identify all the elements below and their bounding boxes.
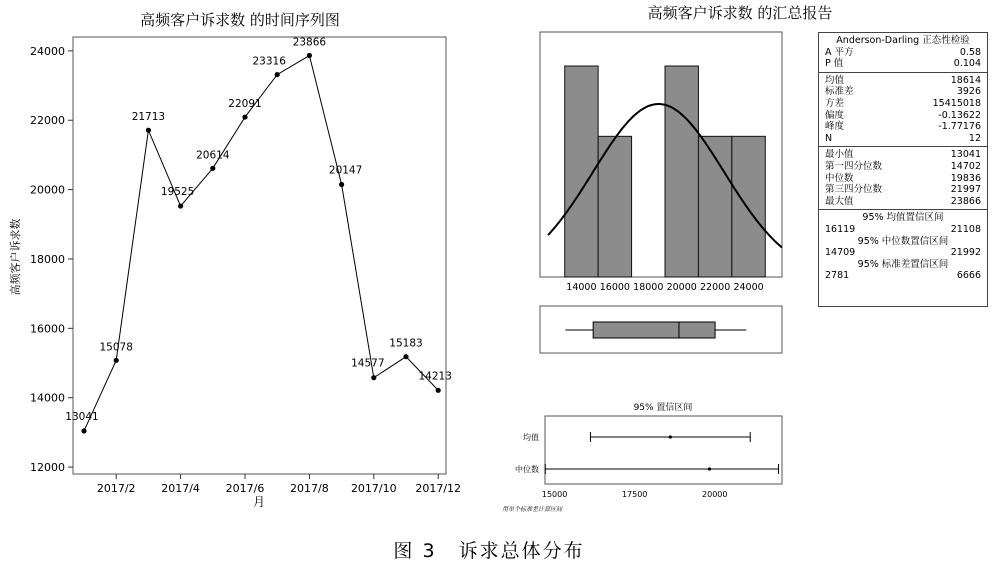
normality-test-section	[819, 33, 987, 73]
timeseries-y-label: 高频客户诉求数	[9, 218, 22, 296]
summary-stats-panel	[818, 32, 988, 307]
stat-row-stdev: 标准差 3926	[825, 86, 981, 98]
ci-median-label: 95% 中位数置信区间	[857, 235, 949, 247]
y-tick-label: 24000	[30, 44, 65, 58]
histogram-bar	[665, 66, 698, 277]
ci-median-row: 14709 21992	[825, 247, 981, 259]
data-point	[307, 53, 312, 58]
data-point	[436, 388, 441, 393]
data-label: 14213	[418, 370, 452, 383]
timeseries-x-axis	[97, 474, 461, 495]
y-tick-label: 16000	[30, 322, 65, 336]
quartiles-section	[819, 147, 987, 210]
stat-row-p: P 值 0.104	[825, 58, 981, 70]
data-label: 19525	[160, 186, 195, 199]
data-label: 20147	[328, 164, 363, 177]
histogram-tick-label: 20000	[666, 282, 697, 293]
data-point	[339, 182, 344, 187]
x-tick-label: 2017/4	[161, 482, 200, 495]
x-tick-label: 2017/12	[415, 482, 462, 495]
data-point	[371, 375, 376, 380]
ci-plot	[515, 432, 779, 499]
stat-row-variance: 方差 15415018	[825, 97, 981, 109]
timeseries-series	[65, 37, 452, 434]
stat-row-q1: 第一四分位数 14702	[825, 160, 981, 172]
data-point	[114, 358, 119, 363]
y-tick-label: 14000	[30, 391, 65, 405]
ci-stdev-row: 2781 6666	[825, 270, 981, 282]
histogram	[548, 66, 782, 293]
ci-mean-row: 16119 21108	[825, 223, 981, 235]
ad-test-title: Anderson-Darling 正态性检验	[836, 35, 970, 46]
data-label: 23316	[252, 55, 286, 68]
stat-row-median: 中位数 19836	[825, 172, 981, 184]
data-label: 15078	[99, 341, 133, 354]
data-point	[81, 428, 86, 433]
stat-row-kurtosis: 峰度 -1.77176	[825, 121, 981, 133]
data-label: 15183	[389, 337, 423, 350]
data-label: 14577	[351, 357, 385, 370]
data-point	[210, 166, 215, 171]
ci-stdev-label: 95% 标准差置信区间	[857, 258, 949, 270]
x-tick-label: 2017/10	[350, 482, 397, 495]
data-point	[403, 354, 408, 359]
ci-point-estimate	[708, 467, 711, 470]
histogram-bar	[732, 136, 765, 277]
x-tick-label: 2017/8	[290, 482, 329, 495]
x-tick-label: 2017/2	[96, 482, 136, 495]
ci-footnote: 用单个标准差计算区间	[502, 506, 563, 513]
ci-plot-frame	[545, 416, 782, 484]
stat-row-mean: 均值 18614	[825, 74, 981, 86]
data-label: 23866	[292, 36, 327, 49]
data-point	[242, 114, 247, 119]
data-point	[275, 72, 280, 77]
ci-tick-label: 15000	[541, 490, 568, 499]
moments-section	[819, 73, 987, 148]
ci-plot-title: 95% 置信区间	[633, 403, 693, 413]
confidence-intervals-section	[819, 210, 987, 284]
histogram-tick-label: 24000	[733, 282, 764, 293]
ci-mean-label: 95% 均值置信区间	[862, 212, 944, 224]
stat-row-skewness: 偏度 -0.13622	[825, 109, 981, 121]
data-label: 20614	[196, 149, 230, 162]
histogram-tick-label: 14000	[566, 282, 597, 293]
histogram-tick-label: 18000	[633, 282, 664, 293]
y-tick-label: 18000	[30, 252, 65, 266]
y-tick-label: 22000	[30, 114, 65, 128]
histogram-tick-label: 16000	[599, 282, 630, 293]
stat-row-q3: 第三四分位数 21997	[825, 184, 981, 196]
figure-caption-text: 诉求总体分布	[458, 540, 585, 562]
ci-row-label: 中位数	[515, 465, 539, 474]
ci-tick-label: 17500	[621, 490, 648, 499]
ci-tick-label: 20000	[702, 490, 728, 499]
histogram-tick-label: 22000	[700, 282, 731, 293]
stat-row-min: 最小值 13041	[825, 149, 981, 161]
data-label: 22091	[228, 98, 262, 111]
right-report-title: 高频客户诉求数 的汇总报告	[647, 4, 833, 22]
data-label: 21713	[131, 111, 166, 124]
boxplot-box	[593, 322, 715, 338]
data-point	[146, 128, 151, 133]
ci-row-label: 均值	[523, 433, 539, 442]
stat-row-a2: A 平方 0.58	[825, 46, 981, 58]
y-tick-label: 12000	[30, 461, 65, 475]
figure-caption	[0, 536, 1000, 563]
timeseries-x-label: 月	[252, 495, 266, 509]
figure-number: 图 3	[393, 540, 437, 562]
data-point	[178, 203, 183, 208]
ci-point-estimate	[669, 435, 672, 438]
timeseries-y-axis	[30, 45, 73, 474]
stat-row-max: 最大值 23866	[825, 195, 981, 207]
stat-row-n: N 12	[825, 132, 981, 144]
data-label: 13041	[65, 410, 99, 423]
boxplot	[565, 322, 746, 338]
left-chart-title: 高频客户诉求数 的时间序列图	[140, 11, 340, 29]
x-tick-label: 2017/6	[225, 482, 265, 495]
y-tick-label: 20000	[30, 183, 65, 197]
